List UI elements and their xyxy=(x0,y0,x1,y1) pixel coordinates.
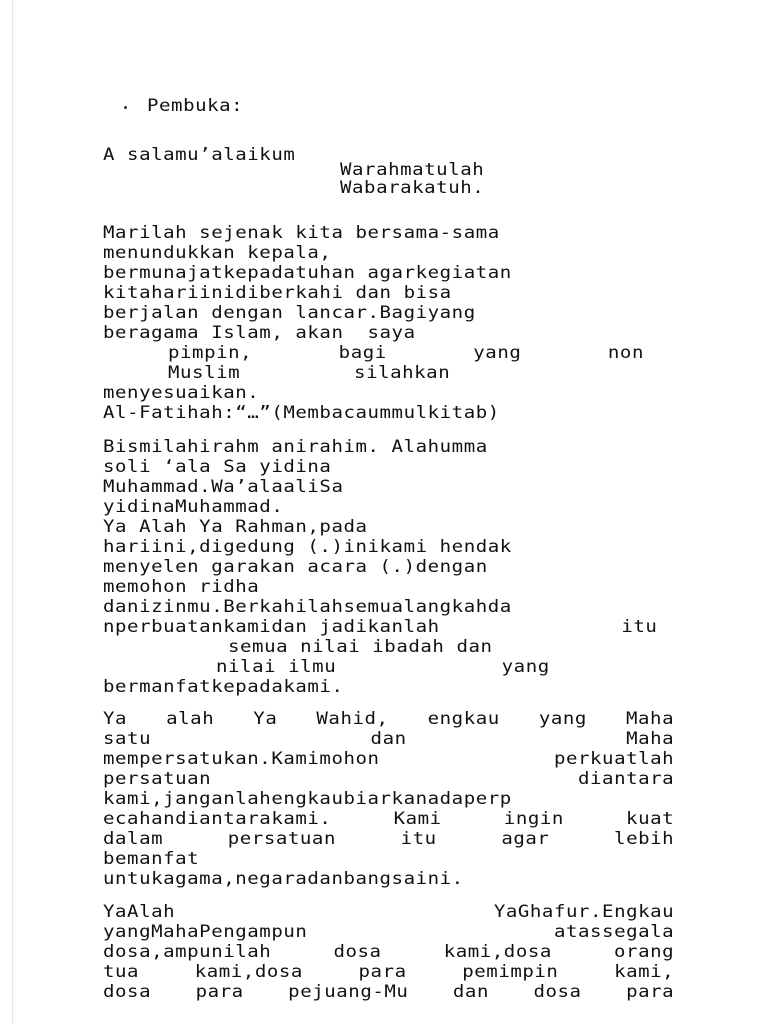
word: ecahandiantarakami. xyxy=(103,809,332,829)
word: persatuan xyxy=(227,829,336,849)
word: persatuan xyxy=(103,769,212,789)
word: tua xyxy=(103,962,140,982)
paragraph-line: Marilah sejenak kita bersama-sama xyxy=(103,223,500,243)
paragraph-line xyxy=(103,709,674,729)
word: YaGhafur.Engkau xyxy=(493,902,675,922)
paragraph-line: menundukkan kepala, xyxy=(103,243,332,263)
paragraph-line: Ya Alah Ya Rahman,pada xyxy=(103,517,368,537)
word: perkuatlah xyxy=(553,749,675,769)
word: orang xyxy=(614,942,675,962)
word: dosa,ampunilah xyxy=(103,942,272,962)
paragraph-line xyxy=(103,902,674,922)
paragraph-line: berjalan dengan lancar.Bagiyang xyxy=(103,303,476,323)
paragraph-line: bermunajatkepadatuhan agarkegiatan xyxy=(103,263,512,283)
word: kami, xyxy=(614,962,675,982)
word: Wahid, xyxy=(316,709,389,729)
paragraph-line: bermanfatkepadakami. xyxy=(103,677,344,697)
bullet-icon xyxy=(124,106,127,109)
paragraph-line: menyesuaikan. xyxy=(103,383,260,403)
word: dosa xyxy=(103,982,152,1002)
word: para xyxy=(358,962,407,982)
paragraph-line: Al-Fatihah:“…”(Membacaummulkitab) xyxy=(103,403,500,423)
word: alah xyxy=(166,709,215,729)
word: pemimpin xyxy=(462,962,559,982)
paragraph-line xyxy=(103,922,674,942)
paragraph-line: untukagama,negaradanbangsaini. xyxy=(103,869,464,889)
word: Kami xyxy=(393,809,442,829)
paragraph-line xyxy=(103,829,674,849)
paragraph-line xyxy=(168,363,450,383)
word: satu xyxy=(103,729,152,749)
word: dan xyxy=(370,729,407,749)
word: yang xyxy=(538,709,587,729)
word: para xyxy=(626,982,675,1002)
word: mempersatukan.Kamimohon xyxy=(103,749,380,769)
word: agar xyxy=(501,829,550,849)
paragraph-line xyxy=(103,809,674,829)
paragraph-line: yidinaMuhammad. xyxy=(103,497,284,517)
word: dosa xyxy=(333,942,382,962)
paragraph-line: danizinmu.Berkahilahsemualangkahda xyxy=(103,597,512,617)
paragraph-line: Bismilahirahm anirahim. Alahumma xyxy=(103,437,488,457)
paragraph-line: hariini,digedung (.)inikami hendak xyxy=(103,537,512,557)
word: Ya xyxy=(253,709,278,729)
page-margin-line xyxy=(12,0,13,1024)
paragraph-line xyxy=(103,749,674,769)
word: yangMahaPengampun xyxy=(103,922,308,942)
word: atassegala xyxy=(553,922,675,942)
word: dosa xyxy=(533,982,582,1002)
paragraph-line: menyelen garakan acara (.)dengan xyxy=(103,557,488,577)
word: nilai ilmu xyxy=(216,657,337,677)
greeting-line: Wabarakatuh. xyxy=(340,178,485,198)
paragraph-line xyxy=(103,729,674,749)
word: Maha xyxy=(626,709,675,729)
word: YaAlah xyxy=(103,902,176,922)
word: yang xyxy=(473,343,522,363)
word: dan xyxy=(452,982,489,1002)
word: itu xyxy=(400,829,437,849)
paragraph-line: memohon ridha xyxy=(103,577,260,597)
word: Maha xyxy=(626,729,675,749)
section-heading: Pembuka: xyxy=(147,96,244,116)
paragraph-line: bemanfat xyxy=(103,849,200,869)
word: itu xyxy=(621,617,658,637)
word: para xyxy=(195,982,244,1002)
word: kuat xyxy=(626,809,675,829)
greeting-line: A salamu’alaikum xyxy=(103,145,296,165)
paragraph-line: beragama Islam, akan saya xyxy=(103,323,416,343)
word: pimpin, xyxy=(168,343,253,363)
word: Muslim xyxy=(168,363,241,383)
word: kami,dosa xyxy=(443,942,552,962)
greeting-line: Warahmatulah xyxy=(340,160,485,180)
word: lebih xyxy=(614,829,675,849)
paragraph-line xyxy=(216,657,550,677)
paragraph-line: kitahariinidiberkahi dan bisa xyxy=(103,283,452,303)
paragraph-line xyxy=(103,769,674,789)
word: engkau xyxy=(427,709,500,729)
paragraph-line xyxy=(103,962,674,982)
word: bagi xyxy=(338,343,387,363)
word: silahkan xyxy=(354,363,451,383)
word: diantara xyxy=(578,769,675,789)
word: nperbuatankamidan jadikanlah xyxy=(103,617,440,637)
word: yang xyxy=(501,657,550,677)
word: kami,dosa xyxy=(194,962,303,982)
paragraph-line: Muhammad.Wa’alaaliSa xyxy=(103,477,344,497)
word: Ya xyxy=(103,709,128,729)
paragraph-line: semua nilai ibadah dan xyxy=(228,637,493,657)
paragraph-line xyxy=(103,982,674,1002)
word: ingin xyxy=(503,809,564,829)
paragraph-line: kami,janganlahengkaubiarkanadaperp xyxy=(103,789,512,809)
paragraph-line: soli ‘ala Sa yidina xyxy=(103,457,332,477)
word: pejuang-Mu xyxy=(288,982,409,1002)
word: dalam xyxy=(103,829,164,849)
word: non xyxy=(607,343,644,363)
paragraph-line xyxy=(168,343,644,363)
paragraph-line xyxy=(103,617,657,637)
paragraph-line xyxy=(103,942,674,962)
